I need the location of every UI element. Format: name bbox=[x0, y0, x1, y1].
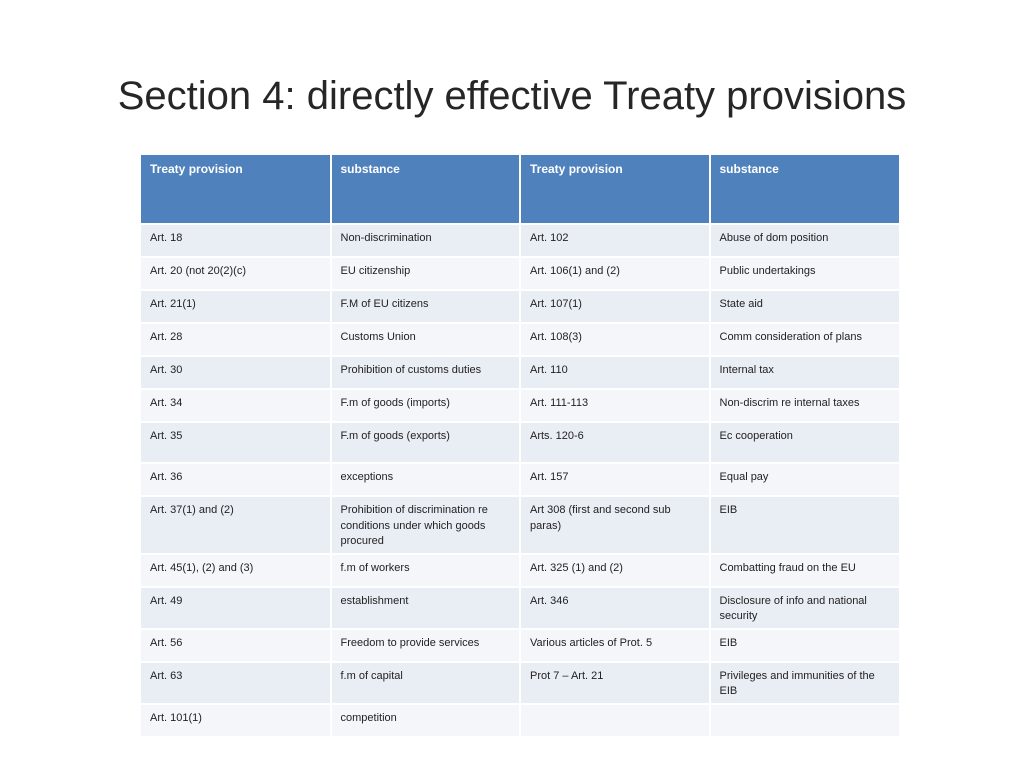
table-cell: Customs Union bbox=[331, 323, 521, 356]
table-cell: Art. 21(1) bbox=[141, 290, 331, 323]
provisions-table bbox=[141, 155, 899, 738]
table-cell: State aid bbox=[710, 290, 900, 323]
table-cell: Art. 20 (not 20(2)(c) bbox=[141, 257, 331, 290]
table-cell: Art. 28 bbox=[141, 323, 331, 356]
table-cell: Equal pay bbox=[710, 463, 900, 496]
table-cell: Art. 111-113 bbox=[520, 389, 710, 422]
table-row bbox=[141, 496, 899, 554]
table-cell: EIB bbox=[710, 629, 900, 662]
header-substance-2: substance bbox=[710, 155, 900, 224]
table-cell: Art. 325 (1) and (2) bbox=[520, 554, 710, 587]
table-cell: Art. 108(3) bbox=[520, 323, 710, 356]
table-cell: Comm consideration of plans bbox=[710, 323, 900, 356]
table-cell: Non-discrimination bbox=[331, 224, 521, 257]
table-cell: Art. 37(1) and (2) bbox=[141, 496, 331, 554]
header-treaty-provision-2: Treaty provision bbox=[520, 155, 710, 224]
header-treaty-provision-1: Treaty provision bbox=[141, 155, 331, 224]
header-substance-1: substance bbox=[331, 155, 521, 224]
table-cell: Art. 45(1), (2) and (3) bbox=[141, 554, 331, 587]
table-cell: F.M of EU citizens bbox=[331, 290, 521, 323]
table-cell: Disclosure of info and national security bbox=[710, 587, 900, 629]
table-cell: Art 308 (first and second sub paras) bbox=[520, 496, 710, 554]
table-cell: Art. 106(1) and (2) bbox=[520, 257, 710, 290]
table-row bbox=[141, 323, 899, 356]
table-cell: Art. 107(1) bbox=[520, 290, 710, 323]
table-row bbox=[141, 704, 899, 737]
table-cell: Ec cooperation bbox=[710, 422, 900, 463]
table-cell: Art. 157 bbox=[520, 463, 710, 496]
table-cell: Arts. 120-6 bbox=[520, 422, 710, 463]
table-cell: Art. 101(1) bbox=[141, 704, 331, 737]
table-row bbox=[141, 587, 899, 629]
table-cell: Privileges and immunities of the EIB bbox=[710, 662, 900, 704]
slide-title: Section 4: directly effective Treaty provisions bbox=[117, 74, 907, 118]
table-cell: Art. 49 bbox=[141, 587, 331, 629]
table-row bbox=[141, 629, 899, 662]
table-cell: Prot 7 – Art. 21 bbox=[520, 662, 710, 704]
table-cell bbox=[520, 704, 710, 737]
table-cell: establishment bbox=[331, 587, 521, 629]
table-cell: Abuse of dom position bbox=[710, 224, 900, 257]
table-cell: exceptions bbox=[331, 463, 521, 496]
table-cell: Various articles of Prot. 5 bbox=[520, 629, 710, 662]
table-row bbox=[141, 356, 899, 389]
table-cell: f.m of capital bbox=[331, 662, 521, 704]
table-cell: F.m of goods (imports) bbox=[331, 389, 521, 422]
table-cell: Art. 346 bbox=[520, 587, 710, 629]
table-row bbox=[141, 463, 899, 496]
table-cell: Art. 35 bbox=[141, 422, 331, 463]
table-cell: f.m of workers bbox=[331, 554, 521, 587]
table-cell: Prohibition of customs duties bbox=[331, 356, 521, 389]
table-cell: Art. 30 bbox=[141, 356, 331, 389]
table-cell: Art. 102 bbox=[520, 224, 710, 257]
table-row bbox=[141, 422, 899, 463]
table-cell: Non-discrim re internal taxes bbox=[710, 389, 900, 422]
table-cell: competition bbox=[331, 704, 521, 737]
table-header-row bbox=[141, 155, 899, 224]
table-row bbox=[141, 257, 899, 290]
table-row bbox=[141, 290, 899, 323]
table-cell: EU citizenship bbox=[331, 257, 521, 290]
table-cell: Art. 18 bbox=[141, 224, 331, 257]
table-row bbox=[141, 224, 899, 257]
table-row bbox=[141, 554, 899, 587]
table-row bbox=[141, 662, 899, 704]
table-cell bbox=[710, 704, 900, 737]
table-cell: EIB bbox=[710, 496, 900, 554]
table-cell: Art. 36 bbox=[141, 463, 331, 496]
table-cell: Art. 63 bbox=[141, 662, 331, 704]
table-cell: Internal tax bbox=[710, 356, 900, 389]
table-row bbox=[141, 389, 899, 422]
table-cell: Freedom to provide services bbox=[331, 629, 521, 662]
table-cell: Public undertakings bbox=[710, 257, 900, 290]
table-cell: F.m of goods (exports) bbox=[331, 422, 521, 463]
table-cell: Art. 110 bbox=[520, 356, 710, 389]
table-cell: Combatting fraud on the EU bbox=[710, 554, 900, 587]
table-cell: Art. 34 bbox=[141, 389, 331, 422]
table-cell: Prohibition of discrimination re conditions under which goods procured bbox=[331, 496, 521, 554]
table-cell: Art. 56 bbox=[141, 629, 331, 662]
